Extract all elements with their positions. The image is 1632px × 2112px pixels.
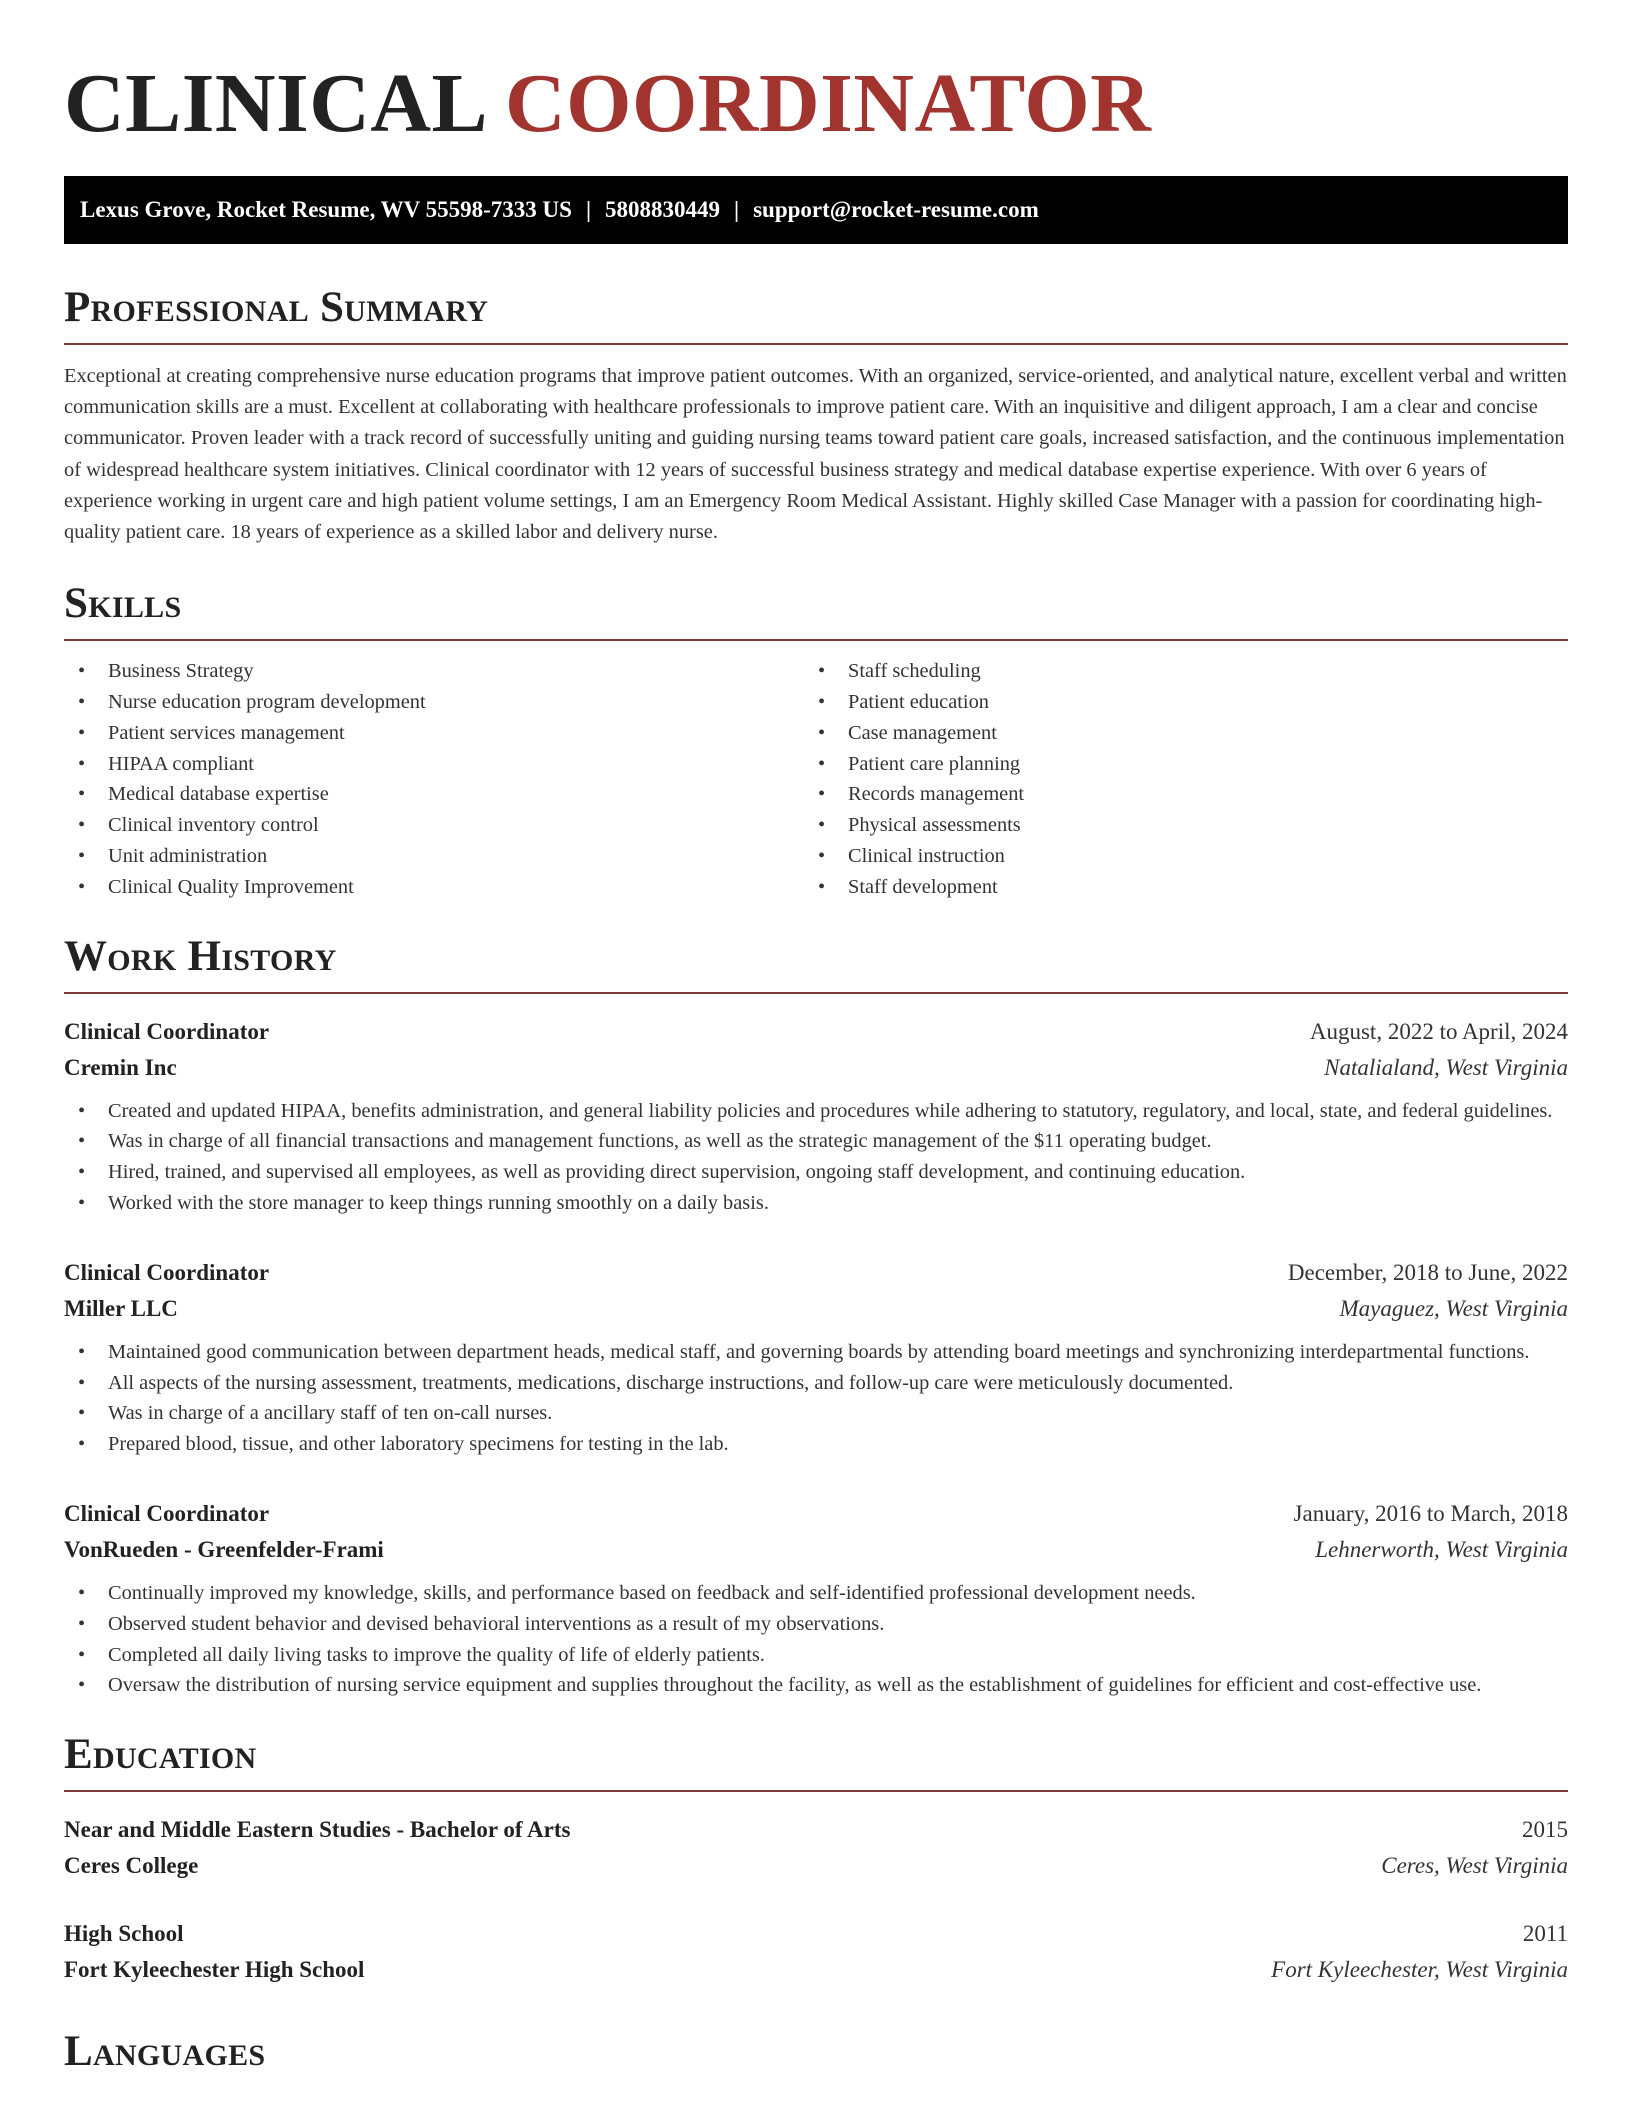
skill-item: • Patient services management bbox=[64, 718, 804, 749]
education-degree: Near and Middle Eastern Studies - Bachelor of Arts bbox=[64, 1817, 571, 1843]
job-bullet: • Observed student behavior and devised behavioral interventions as a result of my observations. bbox=[64, 1609, 1568, 1640]
skills-column-left bbox=[64, 656, 804, 902]
education-entry bbox=[64, 1812, 1568, 1884]
job-bullet: • Was in charge of all financial transactions and management functions, as well as the strategic management of the $11 operating budget. bbox=[64, 1126, 1568, 1157]
education-degree: High School bbox=[64, 1921, 184, 1947]
education-section bbox=[64, 1729, 1568, 1988]
section-heading-skills: Skills bbox=[64, 580, 182, 628]
contact-separator: | bbox=[585, 197, 592, 222]
education-header-row bbox=[64, 1812, 1568, 1848]
job-bullet: • Continually improved my knowledge, skills, and performance based on feedback and self-identified professional development needs. bbox=[64, 1578, 1568, 1609]
job-bullet: • Hired, trained, and supervised all employees, as well as providing direct supervision, ongoing staff development, and continuing education. bbox=[64, 1157, 1568, 1188]
contact-separator: | bbox=[734, 197, 740, 222]
education-location: Fort Kyleechester, West Virginia bbox=[1271, 1957, 1568, 1983]
education-location: Ceres, West Virginia bbox=[1381, 1853, 1568, 1879]
section-divider bbox=[64, 343, 1568, 345]
job-bullet: • Created and updated HIPAA, benefits administration, and general liability policies and procedures while adhering to statutory, regulatory, and local, state, and federal guidelines. bbox=[64, 1096, 1568, 1127]
job-bullets bbox=[64, 1337, 1568, 1460]
title-part-2: COORDINATOR bbox=[504, 57, 1152, 150]
skill-item: • Physical assessments bbox=[804, 810, 1544, 841]
summary-text: Exceptional at creating comprehensive nurse education programs that improve patient outcomes. With an organized, service-oriented, and analytical nature, excellent verbal and written communication skills are a must. Excellent at collaborating with healthcare professionals to improve patient care. With an inquisitive and diligent approach, I am a clear and concise communicator. Proven leader with a track record of successfully uniting and guiding nursing teams toward patient care goals, increased satisfaction, and the continuous implementation of widespread healthcare system initiatives. Clinical coordinator with 12 years of successful business strategy and medical database expertise experience. With over 6 years of experience working in urgent care and high patient volume settings, I am an Emergency Room Medical Assistant. Highly skilled Case Manager with a passion for coordinating high-quality patient care. 18 years of experience as a skilled labor and delivery nurse. bbox=[64, 365, 1567, 544]
section-heading-languages: Languages bbox=[64, 2028, 266, 2076]
job-bullets bbox=[64, 1096, 1568, 1219]
contact-address: Lexus Grove, Rocket Resume, WV 55598-7333 US bbox=[80, 197, 572, 222]
education-entry bbox=[64, 1916, 1568, 1988]
job-bullet: • Was in charge of a ancillary staff of ten on-call nurses. bbox=[64, 1398, 1568, 1429]
resume-title bbox=[64, 56, 1568, 152]
education-school-row bbox=[64, 1848, 1568, 1884]
contact-bar bbox=[64, 176, 1568, 244]
job-bullet: • Prepared blood, tissue, and other laboratory specimens for testing in the lab. bbox=[64, 1429, 1568, 1460]
job-bullet: • Completed all daily living tasks to improve the quality of life of elderly patients. bbox=[64, 1640, 1568, 1671]
skill-item: • Staff development bbox=[804, 872, 1544, 903]
job-header-row bbox=[64, 1496, 1568, 1532]
resume-page bbox=[64, 0, 1568, 2078]
section-divider bbox=[64, 992, 1568, 994]
section-divider bbox=[64, 1790, 1568, 1792]
skill-item: • Unit administration bbox=[64, 841, 804, 872]
skill-item: • Staff scheduling bbox=[804, 656, 1544, 687]
job-dates: August, 2022 to April, 2024 bbox=[1309, 1018, 1568, 1044]
job-title: Clinical Coordinator bbox=[64, 1018, 270, 1044]
job-bullet: • Worked with the store manager to keep things running smoothly on a daily basis. bbox=[64, 1188, 1568, 1219]
job-dates: January, 2016 to March, 2018 bbox=[1293, 1500, 1568, 1526]
job-company: Miller LLC bbox=[64, 1295, 178, 1321]
job-title: Clinical Coordinator bbox=[64, 1259, 270, 1285]
education-school: Fort Kyleechester High School bbox=[64, 1957, 365, 1983]
languages-section bbox=[64, 2026, 1568, 2078]
job-header-row bbox=[64, 1255, 1568, 1291]
job-bullet: • All aspects of the nursing assessment, treatments, medications, discharge instructions, and follow-up care were meticulously documented. bbox=[64, 1368, 1568, 1399]
section-heading-education: Education bbox=[64, 1731, 257, 1779]
section-heading-work: Work History bbox=[64, 932, 337, 980]
job-bullets bbox=[64, 1578, 1568, 1701]
section-divider bbox=[64, 639, 1568, 641]
job-location: Natalialand, West Virginia bbox=[1324, 1054, 1568, 1080]
skill-item: • Nurse education program development bbox=[64, 687, 804, 718]
work-history-section bbox=[64, 931, 1568, 1702]
job-company: VonRueden - Greenfelder-Frami bbox=[64, 1536, 384, 1562]
section-heading-summary: Professional Summary bbox=[64, 284, 489, 331]
education-school-row bbox=[64, 1952, 1568, 1988]
job-company: Cremin Inc bbox=[64, 1054, 177, 1080]
job-company-row bbox=[64, 1532, 1568, 1568]
skill-item: • Patient care planning bbox=[804, 749, 1544, 780]
education-school: Ceres College bbox=[64, 1853, 199, 1879]
job-dates: December, 2018 to June, 2022 bbox=[1287, 1259, 1568, 1285]
education-header-row bbox=[64, 1916, 1568, 1952]
skill-item: • Business Strategy bbox=[64, 656, 804, 687]
job-location: Mayaguez, West Virginia bbox=[1339, 1295, 1568, 1321]
education-year: 2011 bbox=[1522, 1921, 1568, 1947]
title-part-1: CLINICAL bbox=[64, 57, 484, 150]
skill-item: • Clinical inventory control bbox=[64, 810, 804, 841]
job-company-row bbox=[64, 1291, 1568, 1327]
job-bullet: • Maintained good communication between department heads, medical staff, and governing boards by attending board meetings and synchronizing interdepartmental functions. bbox=[64, 1337, 1568, 1368]
job-location: Lehnerworth, West Virginia bbox=[1315, 1536, 1568, 1562]
skill-item: • Patient education bbox=[804, 687, 1544, 718]
skill-item: • HIPAA compliant bbox=[64, 749, 804, 780]
job-header-row bbox=[64, 1014, 1568, 1050]
job-company-row bbox=[64, 1050, 1568, 1086]
skill-item: • Clinical instruction bbox=[804, 841, 1544, 872]
skill-item: • Records management bbox=[804, 779, 1544, 810]
job-entry bbox=[64, 1496, 1568, 1701]
contact-email: support@rocket-resume.com bbox=[753, 197, 1039, 222]
skill-item: • Medical database expertise bbox=[64, 779, 804, 810]
professional-summary-section bbox=[64, 282, 1568, 548]
job-title: Clinical Coordinator bbox=[64, 1500, 270, 1526]
skill-item: • Case management bbox=[804, 718, 1544, 749]
job-bullet: • Oversaw the distribution of nursing service equipment and supplies throughout the facility, as well as the establishment of guidelines for efficient and cost-effective use. bbox=[64, 1670, 1568, 1701]
job-entry bbox=[64, 1255, 1568, 1460]
skills-grid bbox=[64, 656, 1568, 902]
skill-item: • Clinical Quality Improvement bbox=[64, 872, 804, 903]
education-year: 2015 bbox=[1522, 1817, 1568, 1843]
skills-column-right bbox=[804, 656, 1544, 902]
job-entry bbox=[64, 1014, 1568, 1219]
skills-section bbox=[64, 578, 1568, 902]
contact-phone: 5808830449 bbox=[605, 197, 721, 222]
